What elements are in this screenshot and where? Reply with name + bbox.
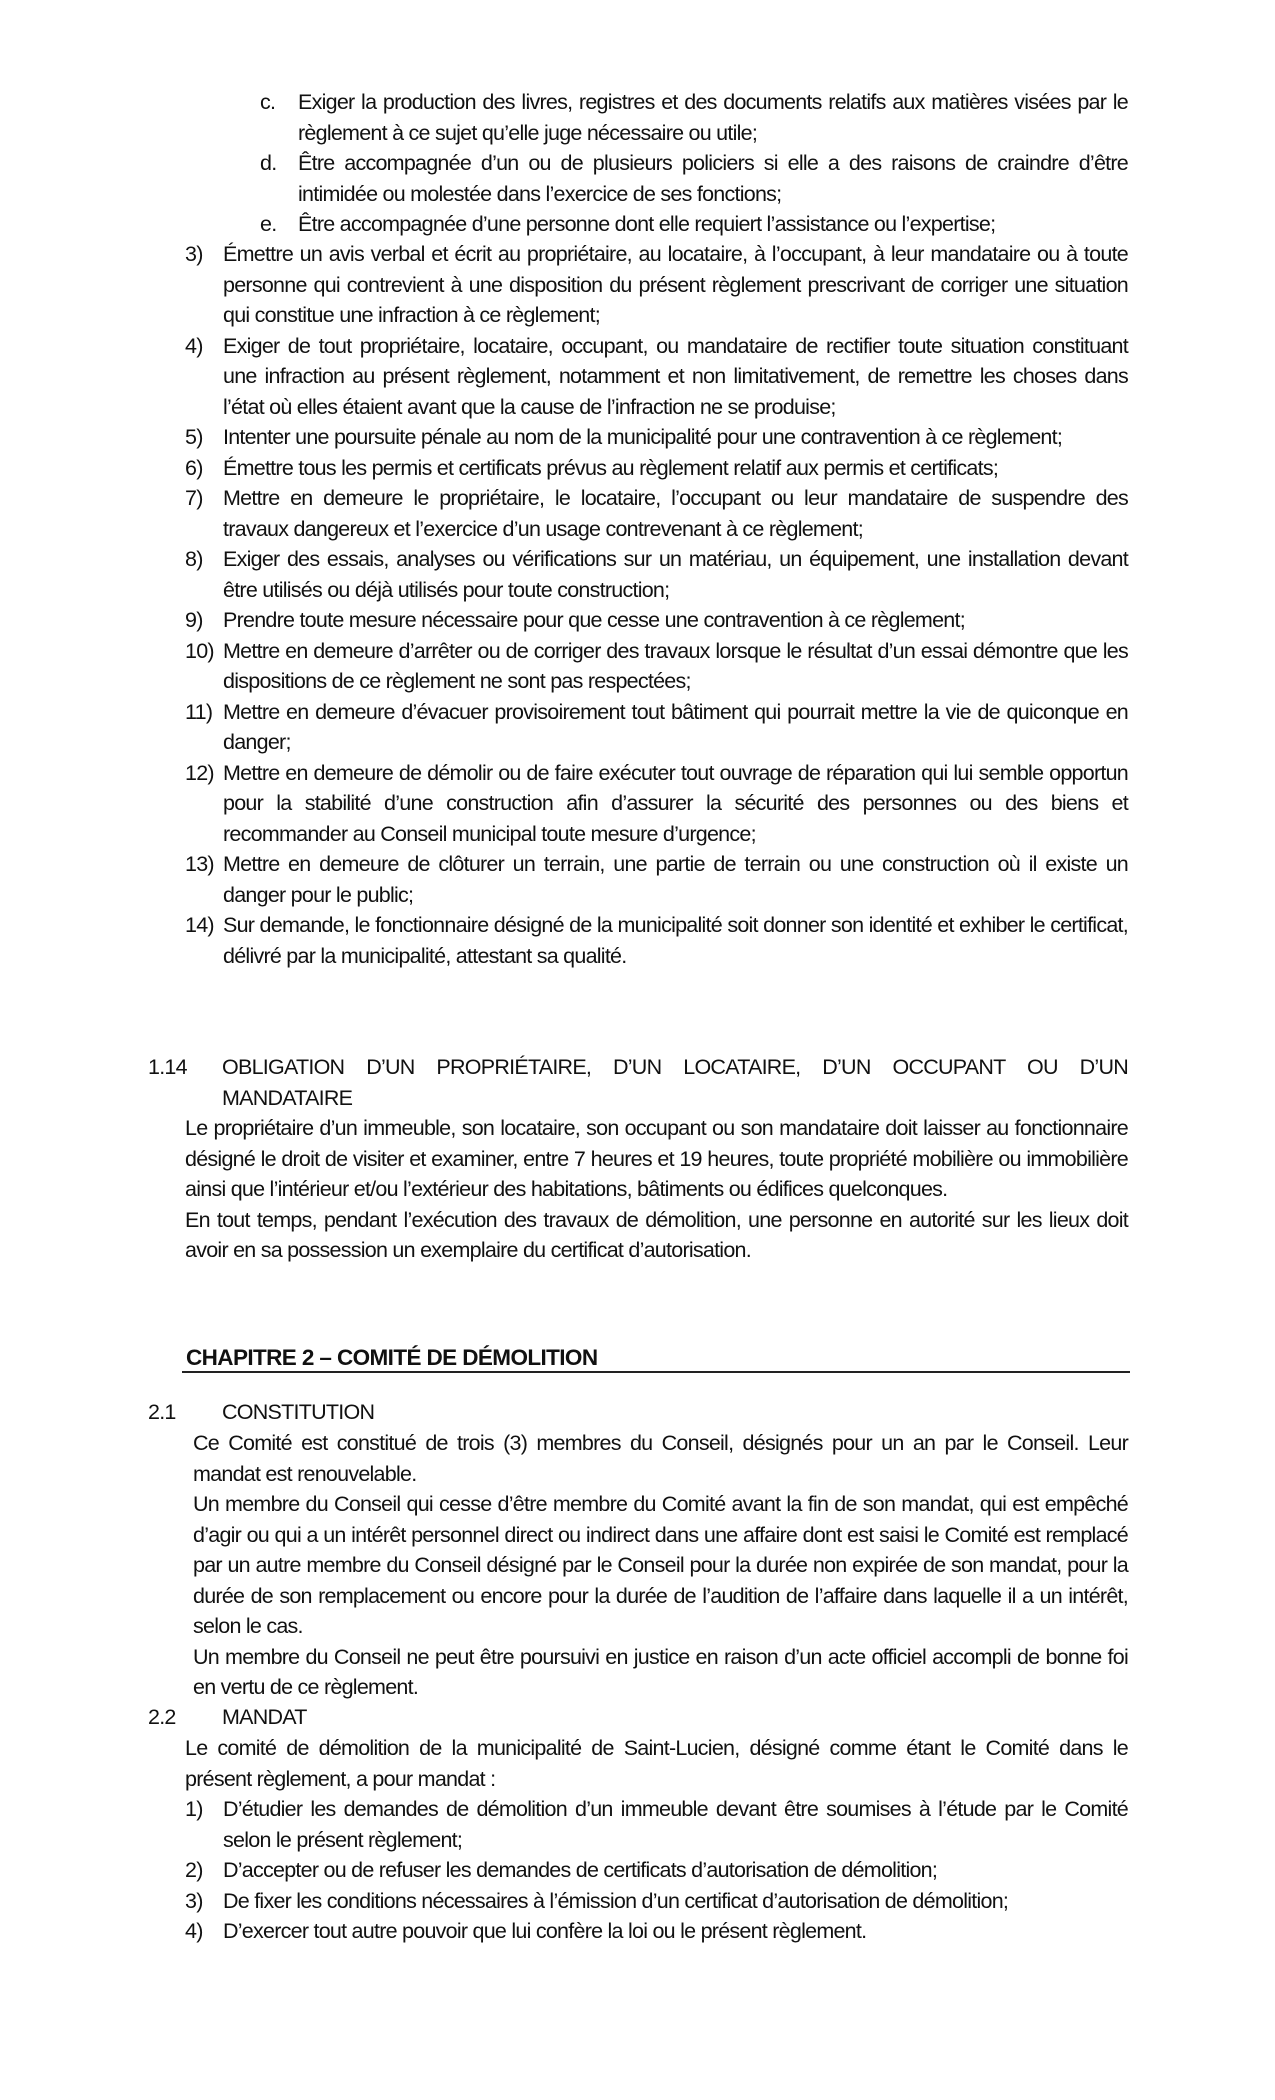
section-title (222, 1052, 1128, 1113)
list-marker: 5) (185, 425, 203, 449)
list-item-text: Être accompagnée d’une personne dont elle requiert l’assistance ou l’expertise; (298, 212, 996, 236)
paragraph: En tout temps, pendant l’exécution des travaux de démolition, une personne en autorité sur les lieux doit avoir en sa possession un exemplaire du certificat d’autorisation. (185, 1207, 1128, 1262)
paragraph: Le propriétaire d’un immeuble, son locataire, son occupant ou son mandataire doit laisser au fonctionnaire désigné le droit de visiter et examiner, entre 7 heures et 19 heures, toute propriété mobilière ou immobilière ainsi que l’intérieur et/ou l’extérieur des habitations, bâtiments ou édifices quelconques. (185, 1116, 1128, 1201)
list-item-text: D’étudier les demandes de démolition d’un immeuble devant être soumises à l’étude par le Comité selon le présent règlement; (223, 1797, 1128, 1852)
section-number: 1.14 (148, 1055, 187, 1079)
list-item (185, 422, 1128, 453)
list-marker: 4) (185, 333, 203, 358)
list-marker: 11) (185, 699, 213, 724)
list-marker: 14) (185, 913, 214, 937)
paragraph: Un membre du Conseil ne peut être poursuivi en justice en raison d’un acte officiel accompli de bonne foi en vertu de ce règlement. (193, 1644, 1128, 1699)
list-item (185, 483, 1128, 544)
list-item (185, 758, 1128, 850)
list-marker: 7) (185, 486, 203, 510)
section-number: 2.1 (148, 1400, 176, 1424)
list-item-text: Exiger la production des livres, registres et des documents relatifs aux matières visées par le règlement à ce sujet qu’elle juge nécessaire ou utile; (298, 90, 1128, 145)
list-item (185, 1794, 1128, 1855)
list-item (260, 87, 1128, 148)
list-item-text: Exiger des essais, analyses ou vérifications sur un matériau, un équipement, une installation devant être utilisés ou déjà utilisés pour toute construction; (223, 547, 1128, 602)
section-title-line: MANDATAIRE (222, 1085, 353, 1110)
paragraph: Un membre du Conseil qui cesse d’être membre du Comité avant la fin de son mandat, qui est empêché d’agir ou qui a un intérêt personnel direct ou indirect dans une affaire dont est saisi le Comité est remplacé par un autre membre du Conseil désigné par le Conseil pour la durée non expirée de son mandat, pour la durée de son remplacement ou encore pour la durée de l’audition de l’affaire dans laquelle il a un intérêt, selon le cas. (193, 1492, 1128, 1638)
list-marker: 9) (185, 608, 203, 632)
list-marker: 1) (185, 1797, 203, 1821)
list-item-text: Émettre un avis verbal et écrit au propriétaire, au locataire, à l’occupant, à leur mandataire ou à toute personne qui contrevient à une disposition du présent règlement prescrivant de corriger une situation qui constitue une infraction à ce règlement; (223, 242, 1128, 327)
chapter-divider (182, 1371, 1130, 1373)
list-item (185, 697, 1128, 758)
list-marker: 13) (185, 852, 214, 876)
list-item (185, 910, 1128, 971)
list-item (185, 239, 1128, 331)
list-item-text: Mettre en demeure de clôturer un terrain, une partie de terrain ou une construction où il existe un danger pour le public; (223, 852, 1128, 907)
list-item-text: Intenter une poursuite pénale au nom de la municipalité pour une contravention à ce règlement; (223, 425, 1063, 449)
list-item (185, 1916, 1128, 1947)
chapter-title: CHAPITRE 2 – COMITÉ DE DÉMOLITION (186, 1345, 598, 1370)
list-marker: 12) (185, 760, 214, 785)
list-marker: 10) (185, 638, 214, 663)
list-item-text: Prendre toute mesure nécessaire pour que cesse une contravention à ce règlement; (223, 608, 965, 632)
list-item (185, 544, 1128, 605)
list-marker: 3) (185, 242, 203, 266)
list-item-text: De fixer les conditions nécessaires à l’émission d’un certificat d’autorisation de démolition; (223, 1888, 1009, 1913)
list-item (185, 636, 1128, 697)
list-marker: e. (260, 212, 277, 236)
section-title-line: OBLIGATION D’UN PROPRIÉTAIRE, D’UN LOCATAIRE, D’UN OCCUPANT OU D’UN (222, 1055, 1128, 1079)
letter-sublist (260, 87, 1128, 240)
list-item-text: Mettre en demeure d’arrêter ou de corriger des travaux lorsque le résultat d’un essai démontre que les dispositions de ce règlement ne sont pas respectées; (223, 638, 1128, 693)
list-item-text: Émettre tous les permis et certificats prévus au règlement relatif aux permis et certificats; (223, 455, 999, 480)
list-marker: 8) (185, 547, 203, 571)
list-item (260, 209, 1128, 240)
list-marker: 3) (185, 1888, 203, 1913)
paragraph: Ce Comité est constitué de trois (3) membres du Conseil, désignés pour un an par le Conseil. Leur mandat est renouvelable. (193, 1431, 1128, 1486)
list-item (185, 849, 1128, 910)
list-item (185, 331, 1128, 423)
list-item-text: D’exercer tout autre pouvoir que lui confère la loi ou le présent règlement. (223, 1919, 867, 1943)
list-marker: 2) (185, 1858, 203, 1882)
list-marker: d. (260, 151, 277, 175)
list-item (185, 1886, 1128, 1917)
list-marker: c. (260, 90, 276, 114)
paragraph: Le comité de démolition de la municipalité de Saint-Lucien, désigné comme étant le Comité dans le présent règlement, a pour mandat : (185, 1736, 1128, 1791)
list-item (185, 1855, 1128, 1886)
list-item-text: Mettre en demeure d’évacuer provisoirement tout bâtiment qui pourrait mettre la vie de quiconque en danger; (223, 699, 1128, 754)
section-body (185, 1733, 1128, 1947)
list-item-text: Mettre en demeure de démolir ou de faire exécuter tout ouvrage de réparation qui lui semble opportun pour la stabilité d’une construction afin d’assurer la sécurité des personnes ou des biens et recommander au Conseil municipal toute mesure d’urgence; (223, 760, 1128, 846)
powers-list (185, 239, 1128, 971)
list-item-text: Mettre en demeure le propriétaire, le locataire, l’occupant ou leur mandataire de suspendre des travaux dangereux et l’exercice d’un usage contrevenant à ce règlement; (223, 486, 1128, 541)
section-body (193, 1428, 1128, 1703)
list-marker: 4) (185, 1919, 203, 1943)
list-item (185, 605, 1128, 636)
list-marker: 6) (185, 455, 203, 480)
list-item-text: Exiger de tout propriétaire, locataire, occupant, ou mandataire de rectifier toute situation constituant une infraction au présent règlement, notamment et non limitativement, de remettre les choses dans l’état où elles étaient avant que la cause de l’infraction ne se produise; (223, 333, 1128, 419)
list-item-text: D’accepter ou de refuser les demandes de certificats d’autorisation de démolition; (223, 1858, 938, 1882)
list-item (185, 453, 1128, 484)
list-item-text: Être accompagnée d’un ou de plusieurs policiers si elle a des raisons de craindre d’être intimidée ou molestée dans l’exercice de ses fonctions; (298, 151, 1128, 206)
section-number: 2.2 (148, 1705, 176, 1729)
section-body (185, 1113, 1128, 1266)
list-item (260, 148, 1128, 209)
list-item-text: Sur demande, le fonctionnaire désigné de la municipalité soit donner son identité et exhiber le certificat, délivré par la municipalité, attestant sa qualité. (223, 913, 1128, 968)
section-title: MANDAT (222, 1705, 307, 1729)
section-title: CONSTITUTION (222, 1400, 375, 1424)
